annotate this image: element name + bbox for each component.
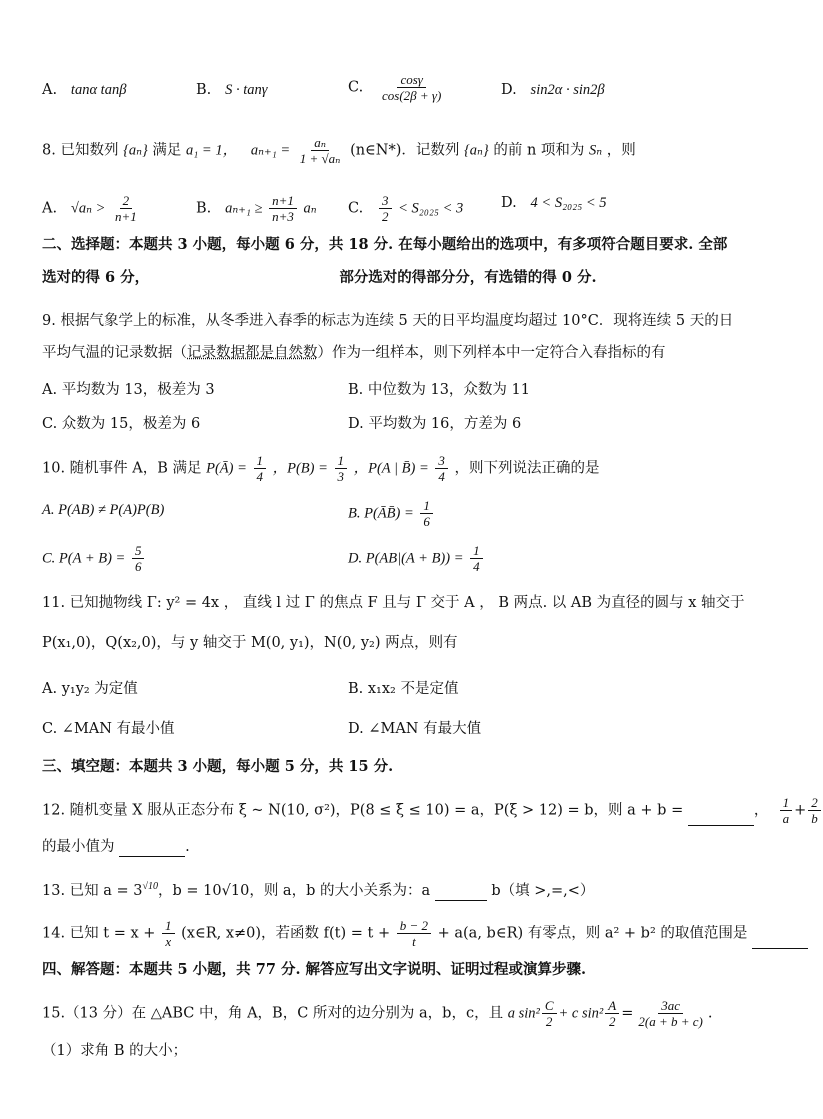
q9-option-a: A. 平均数为 13，极差为 3 xyxy=(42,382,215,398)
q7-option-d: D. sin2α · sin2β xyxy=(501,82,605,98)
q11-stem-line2: P(x₁,0)，Q(x₂,0)，与 y 轴交于 M(0, y₁)，N(0, y₂) 两点，则有 xyxy=(42,635,458,651)
q12-answer-blank-2[interactable] xyxy=(119,856,185,857)
q9-stem-line2: 平均气温的记录数据（记录数据都是自然数）作为一组样本，则下列样本中一定符合入春指标的有 xyxy=(42,345,666,361)
q11-option-b: B. x₁x₂ 不是定值 xyxy=(348,681,459,697)
q14-stem: 14. 已知 t = x + $\frac{1}{x}$ (x∈R, x≠0)，若函数 f(t) = t + $\frac{b - 2}{t}$ + a(a, b∈R) 有零点，则 a² + b² 的取值范围是 xyxy=(42,918,760,949)
q12-answer-blank-1[interactable] xyxy=(688,825,754,826)
q8-option-c: C. $\frac{3}{2}$ < S₂₀₂₅ < 3 xyxy=(348,193,464,224)
q10-stem: 10. 随机事件 A，B 满足 P(Ā) = $\frac{1}{4}$ ，P(B) = $\frac{1}{3}$ ，P(A | B̄) = $\frac{3}{4}$ ，则下列说法正确的是 xyxy=(42,453,600,484)
q8-option-b: B. aₙ₊₁ ≥ $\frac{n+1}{n+3}$ aₙ xyxy=(196,193,317,224)
q8-option-a: A. √aₙ > $\frac{2}{n+1}$ xyxy=(42,193,137,224)
q9-option-d: D. 平均数为 16，方差为 6 xyxy=(348,416,522,432)
q11-option-a: A. y₁y₂ 为定值 xyxy=(42,681,138,697)
section2-line1: 二、选择题：本题共 3 小题，每小题 6 分，共 18 分. 在每小题给出的选项中，有多项符合题目要求. 全部 xyxy=(42,236,728,253)
q9-option-b: B. 中位数为 13，众数为 11 xyxy=(348,382,530,398)
q11-option-c: C. ∠MAN 有最小值 xyxy=(42,721,175,737)
section4-title: 四、解答题：本题共 5 小题，共 77 分. 解答应写出文字说明、证明过程或演算步骤. xyxy=(42,961,587,978)
q12-stem-line1: 12. 随机变量 X 服从正态分布 ξ ~ N(10, σ²)，P(8 ≤ ξ ≤ 10) = a，P(ξ > 12) = b，则 a + b = ， $\frac{1}{a}$ + $\frac{2}{b}$ xyxy=(42,795,760,826)
q8-stem: 8. 已知数列 {aₙ} 满足 a₁ = 1， aₙ₊₁ = $\frac{\text{aₙ}}{\text{1 + √aₙ}}$ (n∈N*)．记数列 {aₙ} 的前 n 项和为 Sₙ ，则 xyxy=(42,135,636,166)
q9-option-c: C. 众数为 15，极差为 6 xyxy=(42,416,201,432)
q12-stem-line2: 的最小值为 . xyxy=(42,839,190,855)
q15-stem: 15.（13 分）在 △ABC 中，角 A，B，C 所对的边分别为 a，b，c，且 a sin² $\frac{C}{2}$ + c sin² $\frac{A}{2}$ = $\frac{3ac}{2(a + b + c)}$ . xyxy=(42,998,713,1029)
q14-answer-blank[interactable] xyxy=(752,948,808,949)
q7-option-c: C. $\frac{\cos\gamma}{\cos(2\beta + \gamma)}$ xyxy=(348,72,442,103)
q10-option-a: A. P(AB) ≠ P(A)P(B) xyxy=(42,502,165,518)
q13-stem: 13. 已知 $a = 3^{√10}$，b = 10√10，则 a，b 的大小关系为：a b（填 >,=,<） xyxy=(42,881,595,899)
q11-stem-line1: 11. 已知抛物线 Γ: y² = 4x ， 直线 l 过 Γ 的焦点 F 且与 Γ 交于 A ， B 两点. 以 AB 为直径的圆与 x 轴交于 xyxy=(42,595,745,611)
section3-title: 三、填空题：本题共 3 小题，每小题 5 分，共 15 分. xyxy=(42,758,394,775)
q10-option-b: B. P(ĀB̄) = $\frac{1}{6}$ xyxy=(348,498,435,529)
q9-stem-line1: 9. 根据气象学上的标准，从冬季进入春季的标志为连续 5 天的日平均温度均超过 10°C．现将连续 5 天的日 xyxy=(42,313,734,329)
section2-line2: 选对的得 6 分， 部分选对的得部分分，有选错的得 0 分. xyxy=(42,269,597,286)
q10-option-c: C. P(A + B) = $\frac{5}{6}$ xyxy=(42,543,146,574)
q7-option-a: A. tanα tanβ xyxy=(42,82,127,98)
q13-answer-blank[interactable] xyxy=(435,900,487,901)
q15-subquestion-1: （1）求角 B 的大小； xyxy=(42,1043,188,1059)
q8-option-d: D. 4 < S₂₀₂₅ < 5 xyxy=(501,195,607,211)
q10-option-d: D. P(AB|(A + B)) = $\frac{1}{4}$ xyxy=(348,543,485,574)
q7-option-b: B. S · tanγ xyxy=(196,82,268,98)
q11-option-d: D. ∠MAN 有最大值 xyxy=(348,721,482,737)
